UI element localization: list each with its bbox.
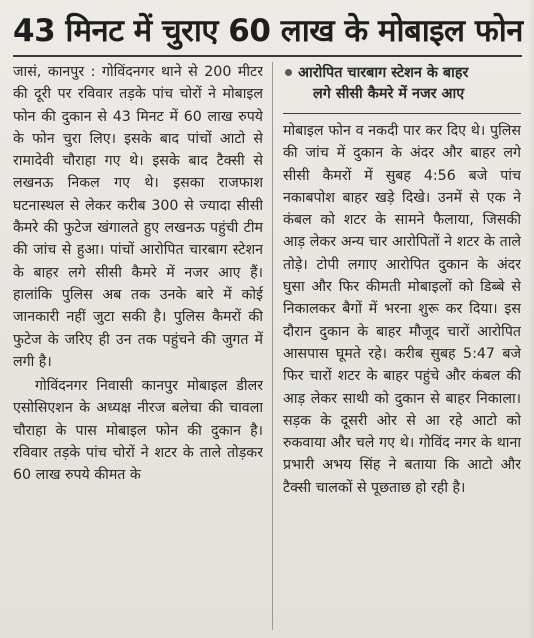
right-paragraph-1: मोबाइल फोन व नकदी पार कर दिए थे। पुलिस की जांच में दुकान के अंदर और बाहर लगे सीसी कैमरों में सुबह 4:56 बजे पांच नकाबपोश बाहर खड़े दिखे। उनमें से एक ने कंबल को शटर के सामने फैलाया, जिसकी आड़ लेकर अन्य चार आरोपितों ने शटर के ताले तोड़े। टोपी लगाए आरोपित दुकान के अंदर घुसा और फिर कीमती मोबाइलों को डिब्बे से निकालकर बैगों में भरना शुरू कर दिया। इस दौरान दुकान के बाहर मौजूद चारों आरोपित आसपास घूमते रहे। करीब सुबह 5:47 बजे फिर चारों शटर के बाहर पहुंचे और कंबल की आड़ लेकर साथी को दुकान से बाहर निकाला। सड़क के दूसरी ओर से आ रहे आटो को रुकवाया और चले गए थे। गोविंद नगर के थाना प्रभारी अभय सिंह ने बताया कि आटो और टैक्सी चालकों से पूछताछ हो रही है। bbox=[283, 123, 521, 496]
bullet-icon bbox=[285, 69, 292, 76]
left-paragraph-1 bbox=[13, 61, 263, 373]
pull-quote-line-1: आरोपित चारबाग स्टेशन के बाहर bbox=[298, 65, 469, 81]
pull-quote bbox=[283, 61, 521, 114]
left-paragraph-1-text: गोविंदनगर थाने से 200 मीटर की दूरी पर रविवार तड़के पांच चोरों ने मोबाइल फोन की दुकान से 43 मिनट में 60 लाख रुपये के फोन चुरा लिए। इसके बाद पांचों आटो से रामादेवी चौराहा गए थे। इसके बाद टैक्सी से लखनऊ निकल गए थे। इसका राजफाश घटनास्थल से लेकर करीब 300 से ज्यादा सीसी कैमरे की फुटेज खंगालते हुए लखनऊ पहुंची टीम की जांच से हुआ। पांचों आरोपित चारबाग स्टेशन के बाहर लगे सीसी कैमरे में नजर आए हैं। हालांकि पुलिस अब तक उनके बारे में कोई जानकारी नहीं जुटा सकी है। पुलिस कैमरों की फुटेज के जरिए ही उन तक पहुंचने की जुगत में लगी है। bbox=[13, 64, 263, 370]
headline: 43 मिनट में चुराए 60 लाख के मोबाइल फोन bbox=[13, 13, 523, 49]
dateline: जासं, कानपुर : bbox=[13, 64, 96, 80]
pull-quote-line-2: लगे सीसी कैमरे में नजर आए bbox=[313, 86, 465, 102]
column-divider bbox=[272, 62, 273, 630]
headline-rule bbox=[13, 55, 522, 57]
left-column bbox=[13, 61, 263, 633]
right-column bbox=[283, 61, 521, 633]
page-edge-shadow bbox=[528, 0, 534, 638]
left-paragraph-2: गोविंदनगर निवासी कानपुर मोबाइल डीलर एसोसिएशन के अध्यक्ष नीरज बलेचा की चावला चौराहा के पास मोबाइल फोन की दुकान है। रविवार तड़के पांच चोरों ने शटर के ताले तोड़कर 60 लाख रुपये कीमत के bbox=[13, 378, 263, 484]
